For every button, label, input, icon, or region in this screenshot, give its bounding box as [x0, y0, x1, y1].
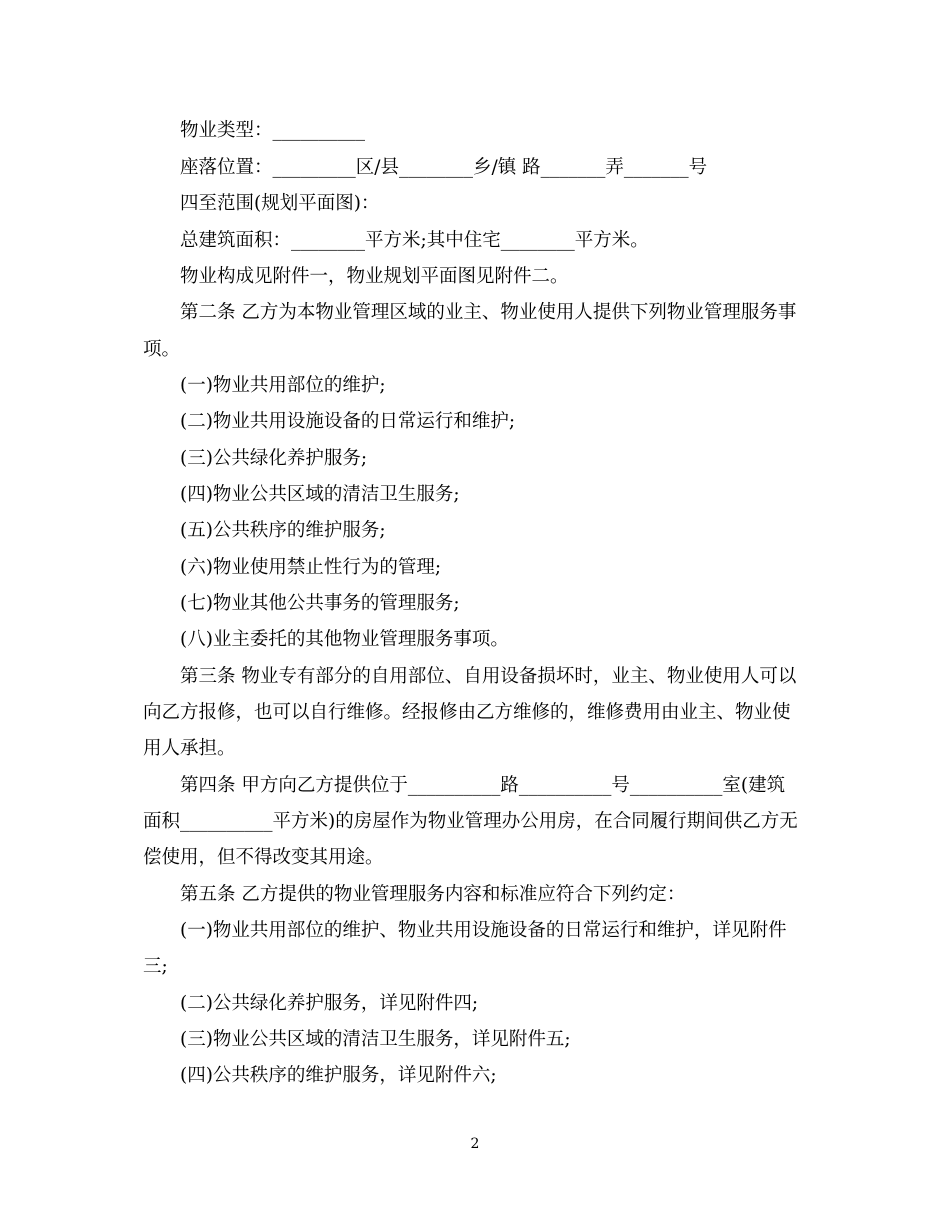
article-3-line-3: 用人承担。	[143, 738, 236, 759]
paragraph-boundary: 四至范围(规划平面图)：	[180, 193, 380, 214]
article-4-line-1: 第四条 甲方向乙方提供位于__________路__________号__________室(建筑	[180, 775, 786, 796]
paragraph-total-area: 总建筑面积：________平方米;其中住宅________平方米。	[180, 230, 649, 251]
list-item-1: (一)物业共用部位的维护;	[180, 375, 386, 396]
paragraph-location: 座落位置：_________区/县________乡/镇 路_______弄_______号	[180, 157, 708, 178]
paragraph-composition: 物业构成见附件一，物业规划平面图见附件二。	[180, 266, 569, 287]
article-5-intro: 第五条 乙方提供的物业管理服务内容和标准应符合下列约定：	[180, 884, 686, 905]
list-item-6: (六)物业使用禁止性行为的管理;	[180, 557, 442, 578]
article-5-item-2: (二)公共绿化养护服务，详见附件四;	[180, 993, 479, 1014]
article-2-line-1: 第二条 乙方为本物业管理区域的业主、物业使用人提供下列物业管理服务事	[180, 302, 797, 323]
paragraph-property-type: 物业类型：__________	[180, 120, 366, 141]
article-5-item-3: (三)物业公共区域的清洁卫生服务，详见附件五;	[180, 1029, 571, 1050]
article-5-item-1-line-2: 三;	[143, 956, 168, 977]
article-2-line-2: 项。	[143, 339, 181, 360]
list-item-5: (五)公共秩序的维护服务;	[180, 520, 386, 541]
list-item-7: (七)物业其他公共事务的管理服务;	[180, 593, 460, 614]
article-4-line-2: 面积__________平方米)的房屋作为物业管理办公用房，在合同履行期间供乙方无	[143, 811, 798, 832]
article-3-line-2: 向乙方报修，也可以自行维修。经报修由乙方维修的，维修费用由业主、物业使	[143, 702, 791, 723]
article-3-line-1: 第三条 物业专有部分的自用部位、自用设备损坏时，业主、物业使用人可以	[180, 666, 797, 687]
list-item-4: (四)物业公共区域的清洁卫生服务;	[180, 484, 460, 505]
list-item-2: (二)物业共用设施设备的日常运行和维护;	[180, 411, 516, 432]
page-number: 2	[470, 1136, 480, 1152]
list-item-3: (三)公共绿化养护服务;	[180, 448, 368, 469]
article-4-line-3: 偿使用，但不得改变其用途。	[143, 847, 384, 868]
list-item-8: (八)业主委托的其他物业管理服务事项。	[180, 629, 509, 650]
article-5-item-1-line-1: (一)物业共用部位的维护、物业共用设施设备的日常运行和维护，详见附件	[180, 920, 787, 941]
article-5-item-4: (四)公共秩序的维护服务，详见附件六;	[180, 1065, 497, 1086]
